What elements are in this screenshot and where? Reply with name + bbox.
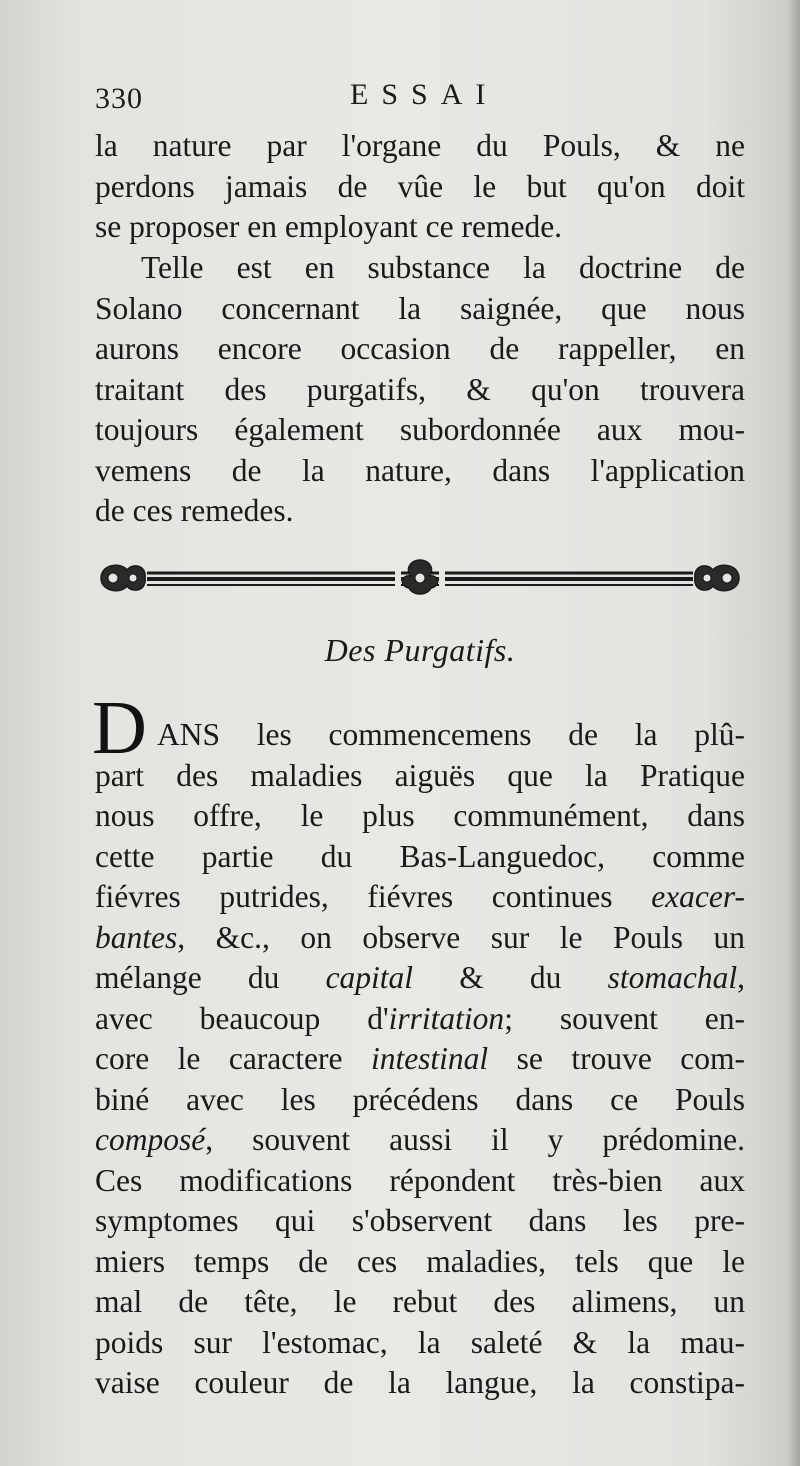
text-line: cette partie du Bas-Languedoc, comme bbox=[95, 838, 745, 874]
text-line: bantes, &c., on observe sur le Pouls un bbox=[95, 919, 745, 955]
text-line: biné avec les précédens dans ce Pouls bbox=[95, 1081, 745, 1117]
text-line: la nature par l'organe du Pouls, & ne bbox=[95, 128, 745, 163]
drop-capital: D bbox=[92, 686, 147, 770]
text-line: mal de tête, le rebut des alimens, un bbox=[95, 1284, 745, 1319]
italic-term: stomachal bbox=[607, 960, 738, 995]
text-line: avec beaucoup d'irritation; souvent en- bbox=[95, 1000, 745, 1036]
italic-term: intestinal bbox=[370, 1041, 489, 1076]
text-line: fiévres putrides, fiévres continues exacer- bbox=[95, 879, 745, 914]
text-line: poids sur l'estomac, la saleté & la mau- bbox=[95, 1324, 745, 1360]
text-line: core le caractere intestinal se trouve com- bbox=[95, 1041, 745, 1076]
text-line: composé, souvent aussi il y prédomine. bbox=[95, 1122, 745, 1157]
text-line: nous offre, le plus communément, dans bbox=[95, 798, 745, 833]
summary-paragraph bbox=[95, 248, 745, 532]
italic-term: capital bbox=[325, 960, 414, 995]
text-line: toujours également subordonnée aux mou- bbox=[95, 412, 745, 447]
text-line: de ces remedes. bbox=[95, 493, 294, 528]
text-line: vemens de la nature, dans l'application bbox=[95, 452, 745, 488]
continued-paragraph bbox=[95, 126, 745, 248]
italic-term: exacer- bbox=[651, 879, 745, 914]
section-body bbox=[95, 715, 745, 1404]
text-line: aurons encore occasion de rappeller, en bbox=[95, 331, 745, 366]
text-line: perdons jamais de vûe le but qu'on doit bbox=[95, 168, 745, 204]
text-line: symptomes qui s'observent dans les pre- bbox=[95, 1203, 745, 1238]
text-line: Solano concernant la saignée, que nous bbox=[95, 290, 745, 326]
page-header bbox=[95, 78, 745, 122]
section-title: Des Purgatifs. bbox=[324, 632, 516, 668]
text-line: mélange du capital & du stomachal, bbox=[95, 960, 745, 995]
text-line: vaise couleur de la langue, la constipa- bbox=[95, 1365, 745, 1400]
text-line: Ces modifications répondent très-bien aux bbox=[95, 1162, 745, 1198]
text-line: miers temps de ces maladies, tels que le bbox=[95, 1243, 745, 1279]
text-line: part des maladies aiguës que la Pratique bbox=[95, 757, 745, 793]
text-line: se proposer en employant ce remede. bbox=[95, 209, 563, 244]
text-line: ANS les commencemens de la plû- bbox=[157, 717, 745, 752]
italic-term: irritation bbox=[388, 1000, 505, 1036]
page-number: 330 bbox=[95, 82, 143, 115]
ornamental-rule-icon bbox=[95, 556, 745, 600]
running-head: ESSAI bbox=[350, 78, 499, 111]
text-line: Telle est en substance la doctrine de bbox=[141, 250, 745, 285]
text-line: traitant des purgatifs, & qu'on trouvera bbox=[95, 371, 745, 407]
